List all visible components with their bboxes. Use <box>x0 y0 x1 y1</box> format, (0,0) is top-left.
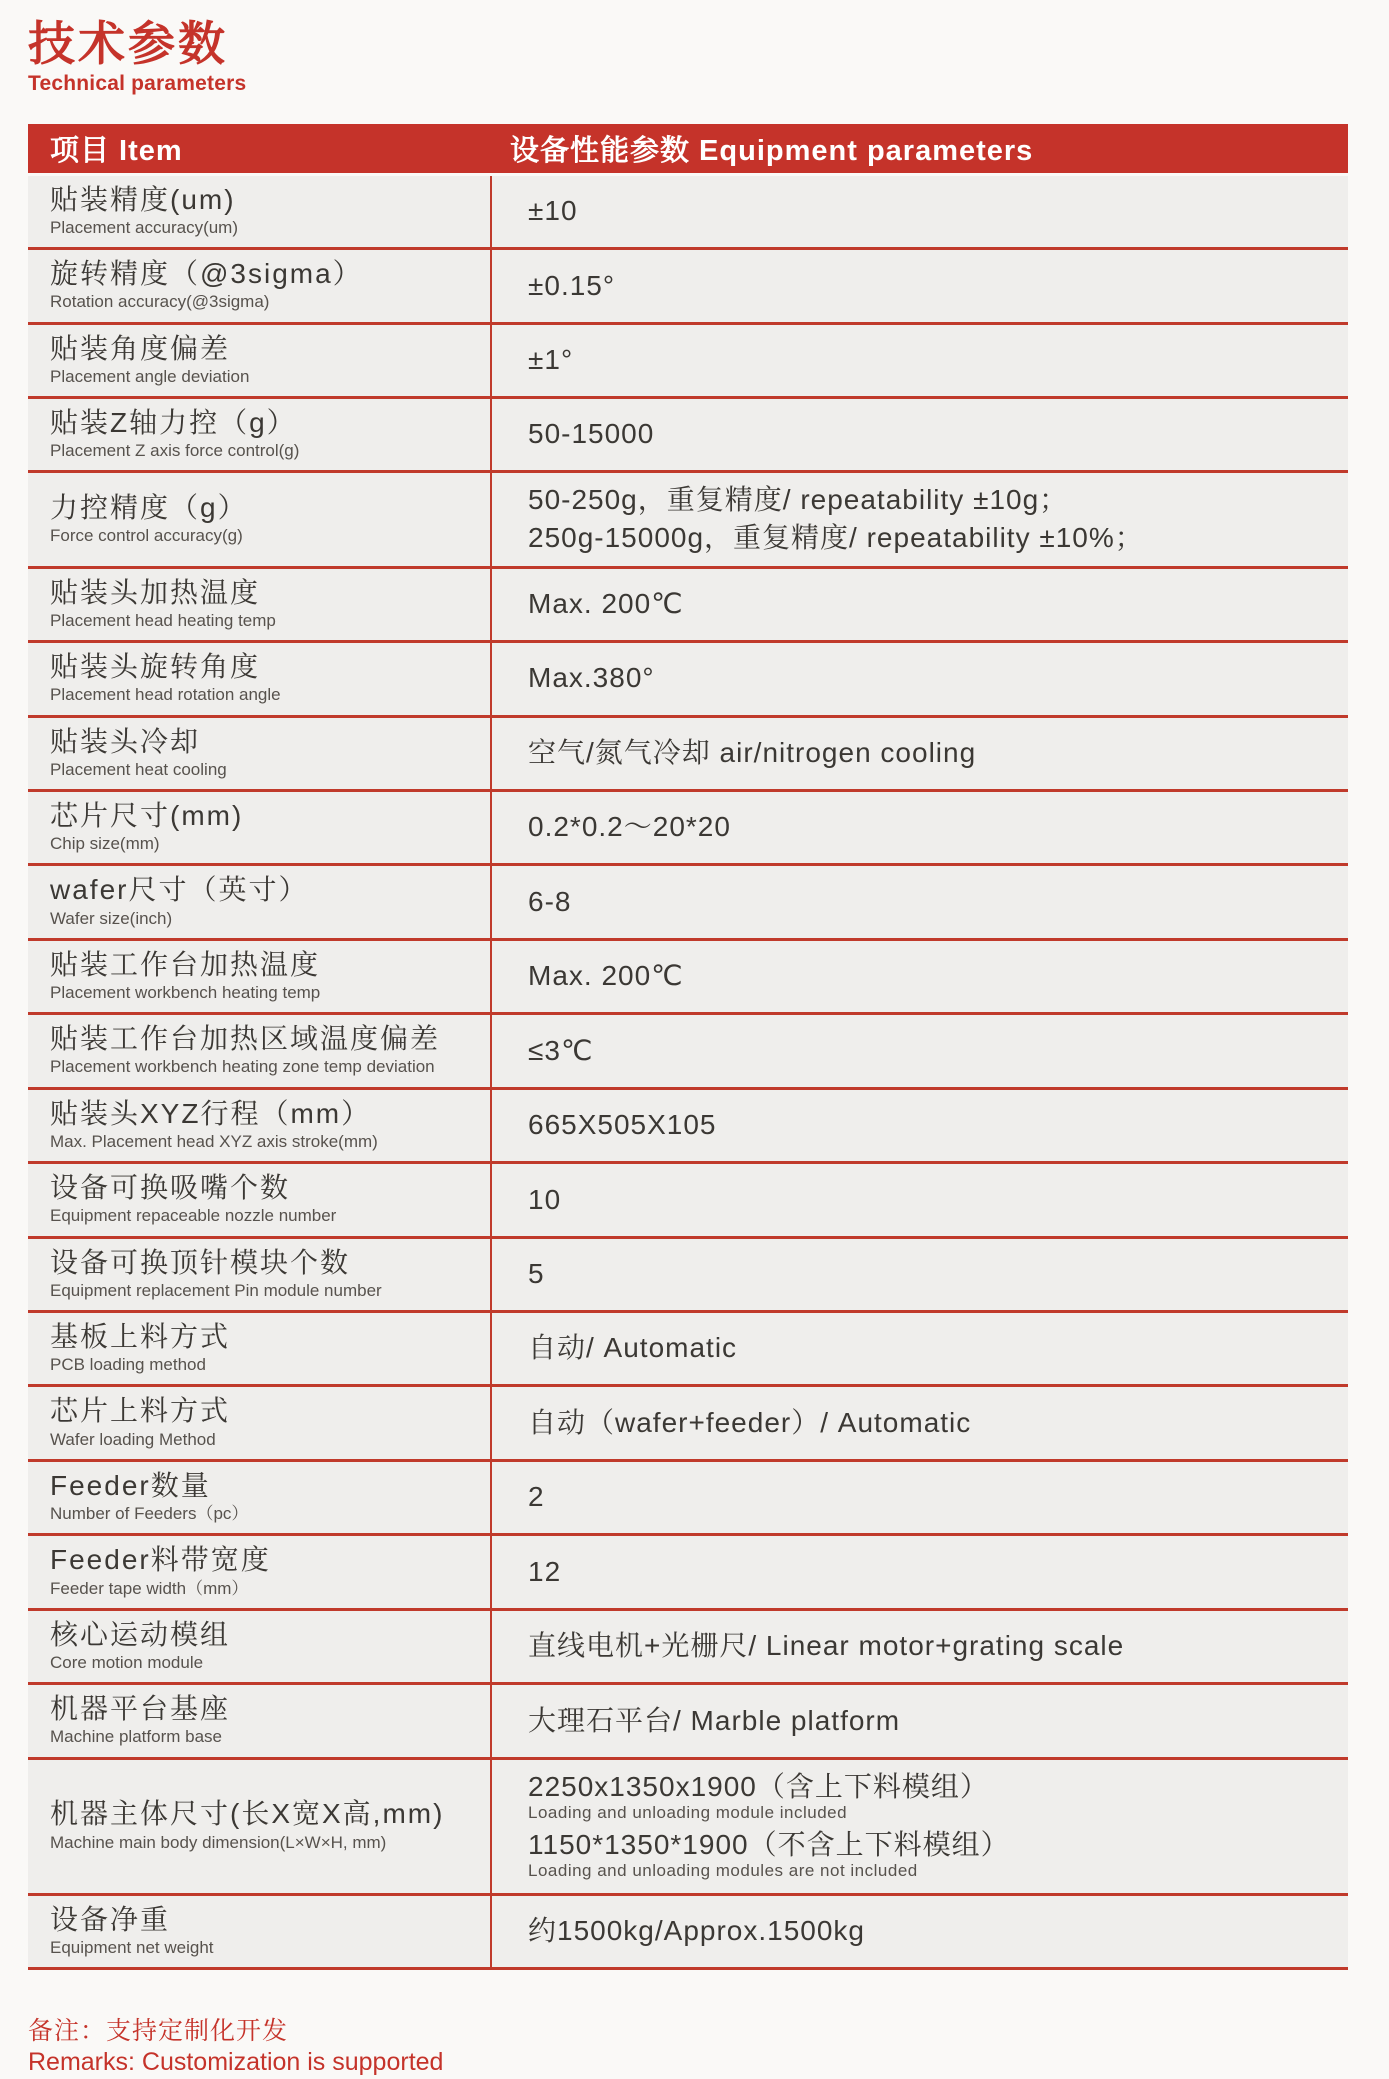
value-line <box>528 959 1338 993</box>
value-line <box>528 194 1338 228</box>
item-cell <box>28 866 492 937</box>
value-cell <box>492 1090 1348 1161</box>
page-title <box>28 18 1389 96</box>
value-line <box>528 810 1338 844</box>
item-label-en: Equipment replacement Pin module number <box>50 1280 382 1300</box>
parameters-table <box>28 124 1348 1970</box>
remark-cn: 备注：支持定制化开发 <box>28 2017 289 2046</box>
value-cell <box>492 718 1348 789</box>
value-text: 6-8 <box>528 885 572 917</box>
table-row <box>28 1685 1348 1759</box>
value-cell <box>492 1164 1348 1235</box>
value-subtext: Loading and unloading module included <box>528 1803 848 1823</box>
value-text: 大理石平台/ Marble platform <box>528 1704 901 1736</box>
item-cell <box>28 176 492 247</box>
item-cell <box>28 643 492 714</box>
value-line <box>528 1406 1338 1440</box>
item-label-en: Force control accuracy(g) <box>50 526 243 545</box>
value-text: ≤3℃ <box>528 1034 594 1066</box>
value-cell <box>492 1896 1348 1967</box>
item-label-en: Rotation accuracy(@3sigma) <box>50 292 270 312</box>
item-label-en: Placement Z axis force control(g) <box>50 441 300 461</box>
header-equipment-parameters: 设备性能参数 Equipment parameters <box>510 134 1034 167</box>
item-label-cn: 贴装角度偏差 <box>50 332 231 364</box>
value-cell <box>492 176 1348 247</box>
item-label-cn: 力控精度（g） <box>50 491 248 523</box>
item-label-en: Wafer size(inch) <box>50 908 173 928</box>
item-label-cn: 核心运动模组 <box>50 1618 231 1650</box>
value-text: 空气/氮气冷却 air/nitrogen cooling <box>528 736 977 768</box>
item-label-cn: 贴装头加热温度 <box>50 576 261 608</box>
table-row <box>28 1313 1348 1387</box>
value-line <box>528 1257 1338 1291</box>
item-cell <box>28 1164 492 1235</box>
value-text: 10 <box>528 1183 562 1215</box>
table-row <box>28 473 1348 568</box>
item-label-en: Placement head heating temp <box>50 610 276 630</box>
value-cell <box>492 473 1348 565</box>
value-line <box>528 1828 1338 1882</box>
page-title-cn: 技术参数 <box>28 17 228 70</box>
value-text: ±0.15° <box>528 269 616 301</box>
item-label-en: Placement head rotation angle <box>50 685 281 705</box>
item-label-en: Equipment repaceable nozzle number <box>50 1206 337 1226</box>
value-cell <box>492 1387 1348 1458</box>
value-cell <box>492 866 1348 937</box>
value-cell <box>492 1015 1348 1086</box>
item-label-cn: Feeder料带宽度 <box>50 1544 271 1576</box>
item-label-en: Number of Feeders（pc） <box>50 1504 249 1524</box>
value-line <box>528 661 1338 695</box>
table-row <box>28 1015 1348 1089</box>
item-label-cn: wafer尺寸（英寸） <box>50 874 309 906</box>
value-text: 直线电机+光栅尺/ Linear motor+grating scale <box>528 1630 1125 1662</box>
value-line <box>528 483 1338 517</box>
value-text: 5 <box>528 1257 545 1289</box>
table-row <box>28 1239 1348 1313</box>
value-line <box>528 1704 1338 1738</box>
item-cell <box>28 473 492 565</box>
table-row <box>28 1896 1348 1970</box>
item-cell <box>28 1611 492 1682</box>
value-line <box>528 417 1338 451</box>
value-cell <box>492 1313 1348 1384</box>
value-line <box>528 269 1338 303</box>
page-title-en: Technical parameters <box>28 71 247 95</box>
value-line <box>528 885 1338 919</box>
table-row <box>28 643 1348 717</box>
item-cell <box>28 718 492 789</box>
value-text: 1150*1350*1900（不含上下料模组） <box>528 1828 1010 1860</box>
value-cell <box>492 1760 1348 1893</box>
value-text: Max.380° <box>528 662 655 694</box>
value-line <box>528 343 1338 377</box>
value-line <box>528 1108 1338 1142</box>
value-cell <box>492 569 1348 640</box>
item-cell <box>28 325 492 396</box>
table-row <box>28 399 1348 473</box>
table-row <box>28 250 1348 324</box>
value-cell <box>492 399 1348 470</box>
value-line <box>528 1331 1338 1365</box>
item-label-cn: 设备可换吸嘴个数 <box>50 1172 291 1204</box>
value-subtext: Loading and unloading modules are not included <box>528 1861 918 1881</box>
table-row <box>28 1090 1348 1164</box>
value-text: 自动/ Automatic <box>528 1332 738 1364</box>
item-label-en: Placement accuracy(um) <box>50 217 239 237</box>
value-cell <box>492 941 1348 1012</box>
item-label-en: Equipment net weight <box>50 1937 214 1957</box>
item-label-en: Wafer loading Method <box>50 1429 216 1449</box>
item-label-cn: 贴装头冷却 <box>50 725 201 757</box>
item-label-cn: 机器平台基座 <box>50 1693 231 1725</box>
value-text: Max. 200℃ <box>528 960 684 992</box>
item-label-cn: 芯片上料方式 <box>50 1395 231 1427</box>
value-cell <box>492 792 1348 863</box>
table-body <box>28 176 1348 1970</box>
item-cell <box>28 1239 492 1310</box>
item-cell <box>28 1760 492 1893</box>
value-line <box>528 1629 1338 1663</box>
item-label-en: Core motion module <box>50 1652 204 1672</box>
remarks <box>28 2016 1389 2079</box>
value-cell <box>492 1611 1348 1682</box>
table-row <box>28 1164 1348 1238</box>
item-cell <box>28 1015 492 1086</box>
value-text: 665X505X105 <box>528 1109 717 1141</box>
item-label-cn: 贴装工作台加热温度 <box>50 948 321 980</box>
value-text: 12 <box>528 1555 562 1587</box>
item-cell <box>28 1313 492 1384</box>
value-text: 250g-15000g，重复精度/ repeatability ±10%； <box>528 522 1144 554</box>
item-label-cn: 设备净重 <box>50 1903 171 1935</box>
item-label-cn: 芯片尺寸(mm) <box>50 799 244 831</box>
value-text: 50-15000 <box>528 418 655 450</box>
item-label-en: Max. Placement head XYZ axis stroke(mm) <box>50 1131 378 1151</box>
item-label-cn: Feeder数量 <box>50 1469 211 1501</box>
item-label-en: Placement workbench heating temp <box>50 983 321 1002</box>
table-row <box>28 1611 1348 1685</box>
item-label-en: Machine main body dimension(L×W×H, mm) <box>50 1832 387 1852</box>
item-label-cn: 贴装精度(um) <box>50 183 236 215</box>
item-label-en: Feeder tape width（mm） <box>50 1578 249 1598</box>
header-item: 项目 Item <box>50 134 183 167</box>
value-line <box>528 587 1338 621</box>
value-text: 0.2*0.2～20*20 <box>528 811 731 843</box>
value-text: 约1500kg/Approx.1500kg <box>528 1915 865 1947</box>
value-cell <box>492 1685 1348 1756</box>
table-row <box>28 866 1348 940</box>
item-label-cn: 贴装工作台加热区域温度偏差 <box>50 1023 441 1055</box>
value-cell <box>492 250 1348 321</box>
value-cell <box>492 325 1348 396</box>
value-text: 2250x1350x1900（含上下料模组） <box>528 1770 989 1802</box>
value-text: 2 <box>528 1481 545 1513</box>
value-text: Max. 200℃ <box>528 588 684 620</box>
table-row <box>28 941 1348 1015</box>
item-label-en: Machine platform base <box>50 1727 222 1747</box>
item-cell <box>28 792 492 863</box>
remark-en: Remarks: Customization is supported <box>28 2048 444 2077</box>
item-cell <box>28 1387 492 1458</box>
item-label-en: Placement workbench heating zone temp deviation <box>50 1057 435 1077</box>
item-label-cn: 贴装头旋转角度 <box>50 651 261 683</box>
item-label-en: PCB loading method <box>50 1355 206 1375</box>
value-line <box>528 736 1338 770</box>
value-line <box>528 1480 1338 1514</box>
item-label-cn: 旋转精度（@3sigma） <box>50 258 363 290</box>
item-cell <box>28 250 492 321</box>
item-cell <box>28 941 492 1012</box>
table-row <box>28 792 1348 866</box>
table-header <box>28 124 1348 173</box>
value-line <box>528 1034 1338 1068</box>
value-line <box>528 1770 1338 1824</box>
table-row <box>28 176 1348 250</box>
table-row <box>28 1760 1348 1896</box>
value-line <box>528 1555 1338 1589</box>
item-cell <box>28 1896 492 1967</box>
value-line <box>528 521 1338 555</box>
value-text: 50-250g，重复精度/ repeatability ±10g； <box>528 484 1069 516</box>
value-cell <box>492 1536 1348 1607</box>
value-text: ±10 <box>528 195 578 227</box>
item-cell <box>28 1090 492 1161</box>
table-row <box>28 1536 1348 1610</box>
item-cell <box>28 1462 492 1533</box>
value-text: ±1° <box>528 343 574 375</box>
item-label-cn: 机器主体尺寸(长X宽X高,mm) <box>50 1798 445 1830</box>
item-label-en: Placement heat cooling <box>50 759 227 779</box>
value-text: 自动（wafer+feeder）/ Automatic <box>528 1406 972 1438</box>
item-label-en: Placement angle deviation <box>50 366 250 386</box>
item-cell <box>28 1685 492 1756</box>
item-label-cn: 基板上料方式 <box>50 1321 231 1352</box>
value-cell <box>492 1462 1348 1533</box>
table-row <box>28 325 1348 399</box>
table-row <box>28 1387 1348 1461</box>
item-label-en: Chip size(mm) <box>50 834 160 854</box>
value-cell <box>492 643 1348 714</box>
item-cell <box>28 1536 492 1607</box>
value-cell <box>492 1239 1348 1310</box>
item-label-cn: 设备可换顶针模块个数 <box>50 1246 351 1278</box>
item-label-cn: 贴装头XYZ行程（mm） <box>50 1097 372 1129</box>
value-line <box>528 1914 1338 1948</box>
item-cell <box>28 399 492 470</box>
item-cell <box>28 569 492 640</box>
table-row <box>28 569 1348 643</box>
table-row <box>28 718 1348 792</box>
value-line <box>528 1183 1338 1217</box>
item-label-cn: 贴装Z轴力控（g） <box>50 407 297 438</box>
table-row <box>28 1462 1348 1536</box>
